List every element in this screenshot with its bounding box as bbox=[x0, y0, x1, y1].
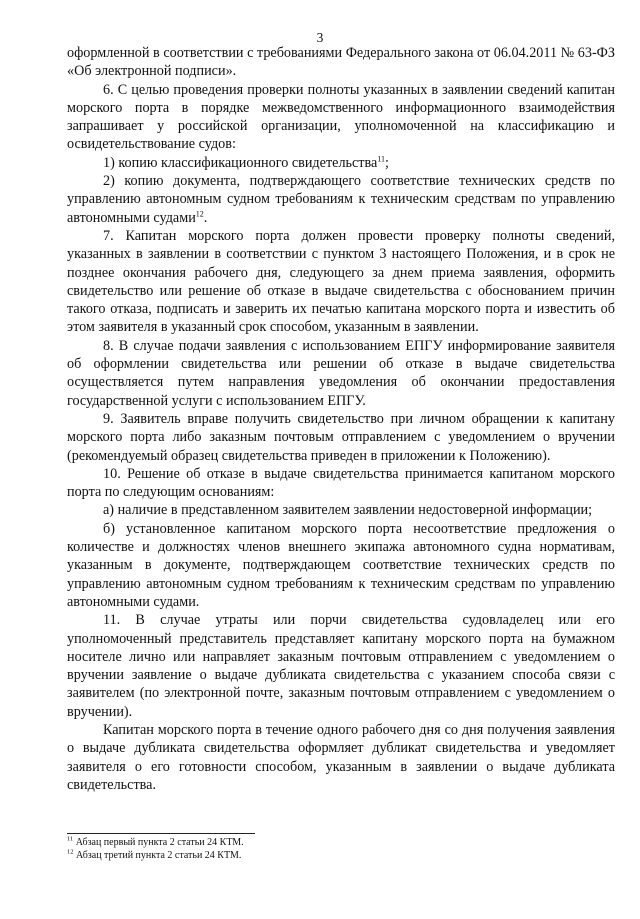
paragraph-subitem-b: б) установленное капитаном морского порта несоответствие предложения о количестве и должностях членов внешнего экипажа автономного судна нормативам, указанным в документе, подтверждающем соответствие технических средств по управлению автономным судном требованиям к техническим средствам по управлению автономными судами. bbox=[67, 520, 615, 610]
paragraph-item-6: 6. С целью проведения проверки полноты указанных в заявлении сведений капитан морского порта в порядке межведомственного информационного взаимодействия запрашивает у российской организации, уполномоченной на классификацию и освидетельствование судов: bbox=[67, 81, 615, 153]
footnote-11-text: Абзац первый пункта 2 статьи 24 КТМ. bbox=[75, 837, 244, 848]
paragraph-item-8: 8. В случае подачи заявления с использованием ЕПГУ информирование заявителя об оформлении свидетельства или решении об отказе в выдаче свидетельства осуществляется путем направления уведомления об окончании предоставления государственной услуги с использованием ЕПГУ. bbox=[67, 337, 615, 409]
footnote-12 bbox=[67, 849, 615, 862]
footnote-12-text: Абзац третий пункта 2 статьи 24 КТМ. bbox=[76, 850, 242, 861]
footnote-divider bbox=[67, 833, 255, 834]
document-body bbox=[67, 44, 615, 794]
footnote-ref-11: 11 bbox=[377, 154, 386, 164]
subitem-2-text: 2) копию документа, подтверждающего соответствие технических средств по управлению автономным судном требованиям к техническим средствам по управлению автономными судами bbox=[67, 173, 615, 226]
paragraph-item-9: 9. Заявитель вправе получить свидетельство при личном обращении к капитану морского порта либо заказным почтовым отправлением с уведомлением о вручении (рекомендуемый образец свидетельства приведен в приложении к Положению). bbox=[67, 410, 615, 464]
footnote-mark-12: 12 bbox=[67, 848, 74, 856]
paragraph-continuation: оформленной в соответствии с требованиями Федерального закона от 06.04.2011 № 63-ФЗ «Об электронной подписи». bbox=[67, 45, 615, 80]
page-number: 3 bbox=[316, 30, 324, 45]
paragraph-item-11: 11. В случае утраты или порчи свидетельства судовладелец или его уполномоченный представитель представляет капитану морского порта на бумажном носителе лично или направляет заказным почтовым отправлением с уведомлением о вручении заявление о выдаче дубликата свидетельства с указанием способа связи с заявителем (по электронной почте, заказным почтовым отправлением с уведомлением о вручении). bbox=[67, 612, 615, 720]
subitem-1-tail: ; bbox=[385, 154, 389, 171]
paragraph-item-7: 7. Капитан морского порта должен провести проверку полноты сведений, указанных в заявлении в соответствии с пунктом 3 настоящего Положения, и в срок не позднее окончания рабочего дня, следующего за днем приема заявления, оформить свидетельство или решение об отказе в выдаче свидетельства с обоснованием причин такого отказа, подписать и заверить их печатью капитана морского порта и известить об этом заявителя в указанный срок способом, указанным в заявлении. bbox=[67, 227, 615, 336]
paragraph-item-10: 10. Решение об отказе в выдаче свидетельства принимается капитаном морского порта по следующим основаниям: bbox=[67, 465, 615, 501]
paragraph-subitem-2 bbox=[67, 172, 615, 227]
footnote-ref-12: 12 bbox=[195, 208, 204, 218]
footnotes bbox=[67, 836, 615, 862]
paragraph-subitem-a: а) наличие в представленном заявителем заявлении недостоверной информации; bbox=[103, 502, 593, 519]
subitem-1-text: 1) копию классификационного свидетельства bbox=[103, 154, 378, 171]
footnote-mark-11: 11 bbox=[67, 835, 74, 843]
footnote-11 bbox=[67, 836, 615, 849]
subitem-2-tail: . bbox=[203, 209, 208, 226]
paragraph-item-11-continued: Капитан морского порта в течение одного рабочего дня со дня получения заявления о выдаче дубликата свидетельства оформляет дубликат свидетельства и уведомляет заявителя о его готовности способом, указанным в заявлении о выдаче дубликата свидетельства. bbox=[67, 721, 615, 793]
paragraph-subitem-1 bbox=[67, 154, 615, 172]
